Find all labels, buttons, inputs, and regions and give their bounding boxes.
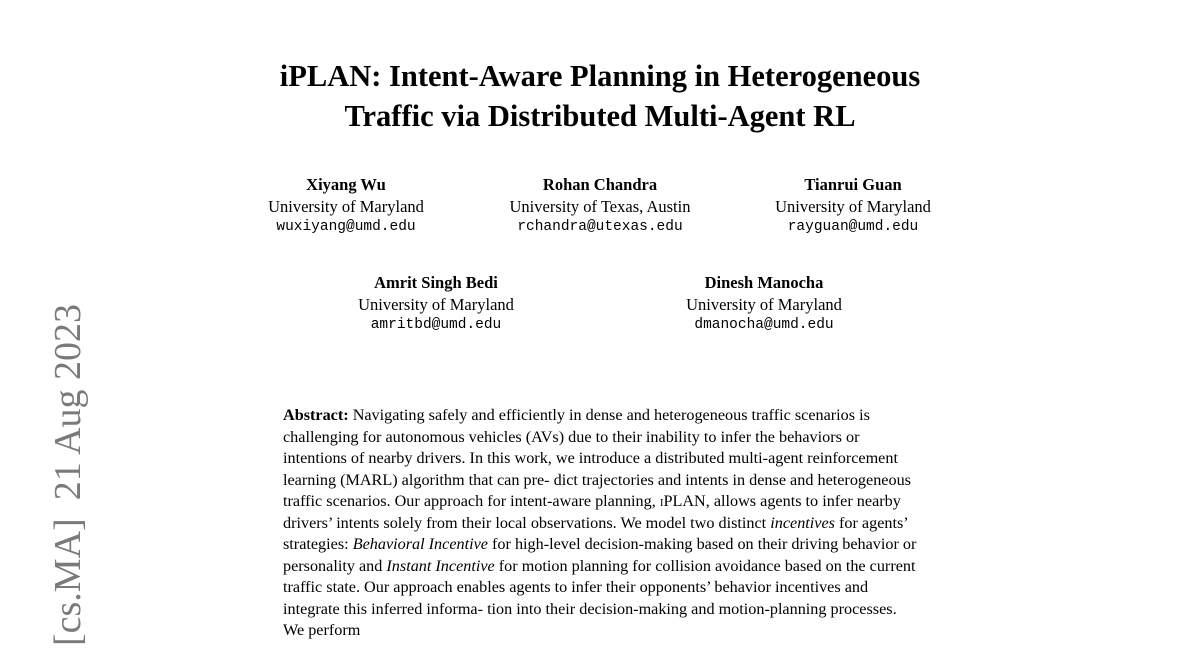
author-block-3 (723, 174, 983, 239)
author-block-5 (634, 272, 894, 337)
author-email[interactable]: amritbd@umd.edu (370, 317, 502, 333)
author-affiliation: University of Texas, Austin (509, 196, 691, 216)
author-email[interactable]: rayguan@umd.edu (787, 219, 919, 235)
abstract-line: collision avoidance based on the current traffic state. Our approach enables agents (283, 556, 916, 596)
author-name: Xiyang Wu (306, 175, 386, 194)
arxiv-date: 21 Aug 2023 (47, 303, 89, 501)
abstract-line: approach for intent-aware planning, iPLAN, allows agents to infer nearby drivers’ (283, 492, 901, 532)
author-affiliation: University of Maryland (268, 196, 424, 216)
title-line-1: iPLAN: Intent-Aware Planning in Heterogeneous (279, 59, 921, 93)
method-name: iPLAN (659, 492, 706, 510)
abstract-line: Abstract: Navigating safely and efficiently in dense and heterogeneous traffic (283, 406, 791, 424)
author-email[interactable]: wuxiyang@umd.edu (276, 219, 416, 235)
author-email[interactable]: dmanocha@umd.edu (694, 317, 834, 333)
abstract-line: infer the behaviors or intentions of nearby drivers. In this work, we introduce a (283, 427, 860, 467)
arxiv-category: [cs.MA] (47, 518, 89, 646)
abstract-line: distributed multi-agent reinforcement learning (MARL) algorithm that can pre- (283, 449, 898, 489)
author-name: Dinesh Manocha (704, 273, 824, 292)
abstract-line: dict trajectories and intents in dense and heterogeneous traffic scenarios. Our (283, 470, 911, 510)
arxiv-stamp (48, 304, 88, 646)
abstract-line: their driving behavior or personality and Instant Incentive for motion planning for (283, 535, 917, 575)
author-block-1 (216, 174, 476, 239)
abstract (283, 405, 919, 648)
author-block-4 (306, 272, 566, 337)
abstract-line: scenarios is challenging for autonomous vehicles (AVs) due to their inability to (283, 406, 870, 446)
author-affiliation: University of Maryland (775, 196, 931, 216)
abstract-line: tion into their decision-making and motion-planning processes. We perform (283, 599, 897, 639)
abstract-label: Abstract: (283, 406, 349, 424)
author-affiliation: University of Maryland (358, 294, 514, 314)
author-name: Tianrui Guan (804, 175, 902, 194)
title-line-2: Traffic via Distributed Multi-Agent RL (344, 99, 856, 133)
author-name: Amrit Singh Bedi (374, 273, 498, 292)
author-name: Rohan Chandra (542, 175, 658, 194)
author-affiliation: University of Maryland (686, 294, 842, 314)
paper-title (0, 56, 1200, 136)
abstract-line: agents’ strategies: Behavioral Incentive for high-level decision-making based on (283, 513, 908, 553)
author-block-2 (470, 174, 730, 239)
abstract-line: to infer their opponents’ behavior incentives and integrate this inferred informa- (283, 578, 869, 618)
abstract-line: intents solely from their local observations. We model two distinct incentives for (336, 513, 858, 532)
author-email[interactable]: rchandra@utexas.edu (517, 219, 683, 235)
